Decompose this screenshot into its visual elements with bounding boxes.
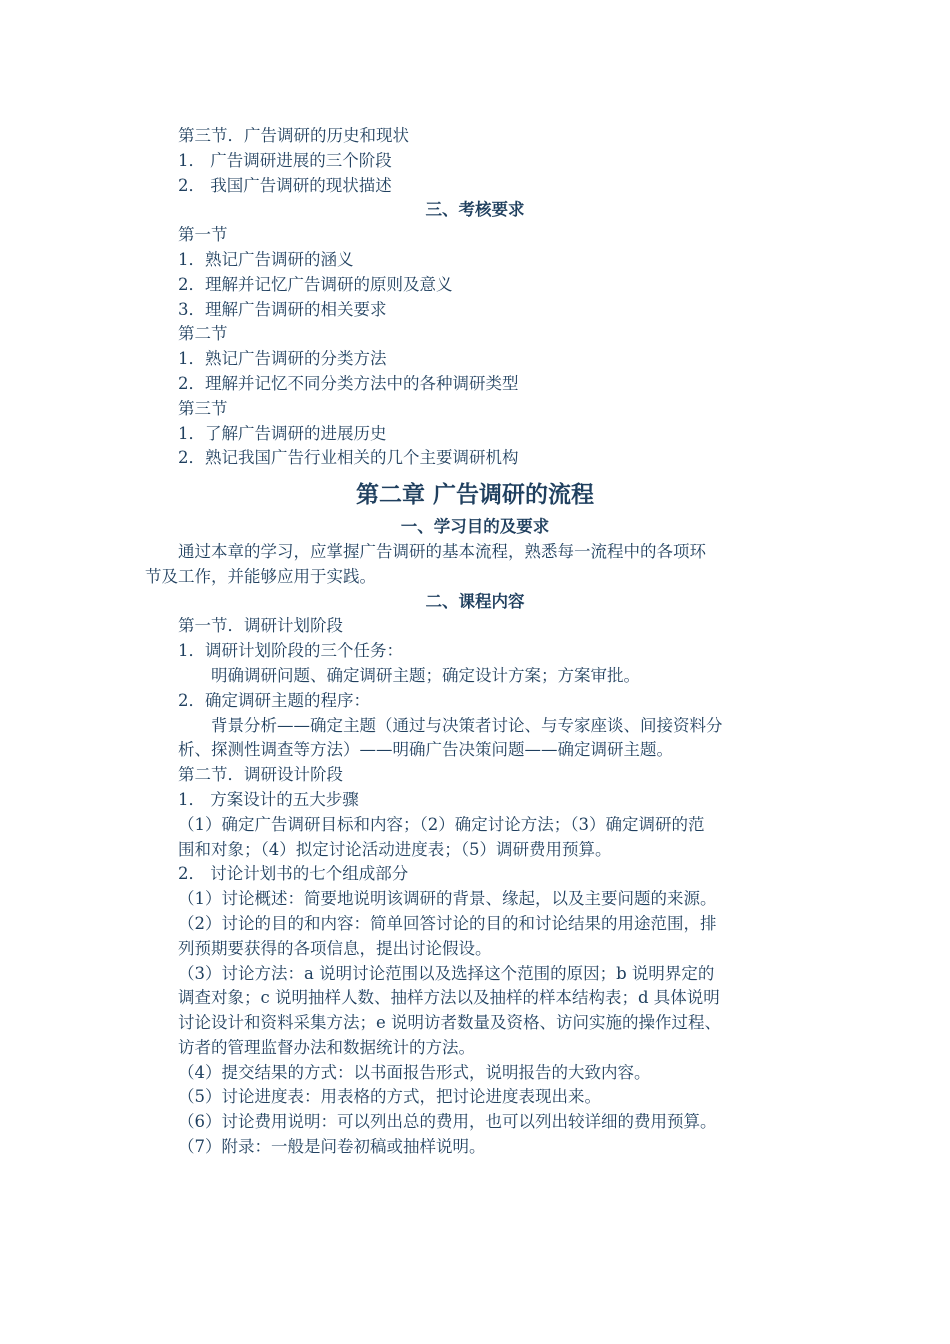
list-item: 1． 方案设计的五大步骤 [178,789,359,809]
paragraph-line: 访者的管理监督办法和数据统计的方法。 [178,1037,475,1057]
section-title: 第一节 [178,225,228,245]
section-title: 第一节．调研计划阶段 [178,616,343,636]
list-item: 2． 我国广告调研的现状描述 [178,175,392,195]
goal-heading: 一、学习目的及要求 [400,517,550,537]
list-item: 1．熟记广告调研的涵义 [178,249,354,269]
paragraph-line: （2）讨论的目的和内容：简单回答讨论的目的和讨论结果的用途范围，排 [178,913,717,933]
list-item: 2．理解并记忆不同分类方法中的各种调研类型 [178,373,519,393]
paragraph-line: 析、探测性调查等方法）——明确广告决策问题——确定调研主题。 [178,740,673,760]
assessment-heading: 三、考核要求 [425,200,525,220]
paragraph-line: 通过本章的学习，应掌握广告调研的基本流程，熟悉每一流程中的各项环 [178,541,706,561]
paragraph-line: （1）讨论概述：简要地说明该调研的背景、缘起，以及主要问题的来源。 [178,889,717,909]
paragraph-line: 讨论设计和资料采集方法；e 说明访者数量及资格、访问实施的操作过程、 [178,1013,722,1033]
paragraph-line: （3）讨论方法：a 说明讨论范围以及选择这个范围的原因；b 说明界定的 [178,963,715,983]
section-title: 第二节 [178,324,228,344]
section-title: 第三节 [178,398,228,418]
document-body [145,124,805,1160]
paragraph-line: 调查对象；c 说明抽样人数、抽样方法以及抽样的样本结构表；d 具体说明 [178,988,720,1008]
paragraph-line: （7）附录：一般是问卷初稿或抽样说明。 [178,1137,486,1157]
list-item: 2．理解并记忆广告调研的原则及意义 [178,274,453,294]
chapter-title: 第二章 广告调研的流程 [355,481,594,509]
list-item: 2． 讨论计划书的七个组成部分 [178,864,409,884]
section-title: 第二节．调研设计阶段 [178,765,343,785]
list-item: 1．了解广告调研的进展历史 [178,423,387,443]
content-heading: 二、课程内容 [425,591,525,611]
list-item-detail: 明确调研问题、确定调研主题；确定设计方案；方案审批。 [211,665,640,685]
paragraph-line: （5）讨论进度表：用表格的方式，把讨论进度表现出来。 [178,1087,601,1107]
list-item: 1．熟记广告调研的分类方法 [178,349,387,369]
paragraph-line: （6）讨论费用说明：可以列出总的费用，也可以列出较详细的费用预算。 [178,1112,717,1132]
paragraph-line: 列预期要获得的各项信息，提出讨论假设。 [178,938,492,958]
list-item: 2．确定调研主题的程序： [178,690,370,710]
section-title: 第三节．广告调研的历史和现状 [178,126,409,145]
paragraph-line: （4）提交结果的方式：以书面报告形式，说明报告的大致内容。 [178,1062,651,1082]
list-item: 3．理解广告调研的相关要求 [178,299,387,319]
paragraph-line: 围和对象；（4）拟定讨论活动进度表；（5）调研费用预算。 [178,839,612,859]
paragraph-line: 背景分析——确定主题（通过与决策者讨论、与专家座谈、间接资料分 [211,715,723,735]
list-item: 1．调研计划阶段的三个任务： [178,641,403,661]
list-item: 1． 广告调研进展的三个阶段 [178,150,392,170]
paragraph-line: （1）确定广告调研目标和内容；（2）确定讨论方法；（3）确定调研的范 [178,814,705,834]
paragraph-line: 节及工作，并能够应用于实践。 [145,566,376,586]
list-item: 2．熟记我国广告行业相关的几个主要调研机构 [178,448,519,468]
